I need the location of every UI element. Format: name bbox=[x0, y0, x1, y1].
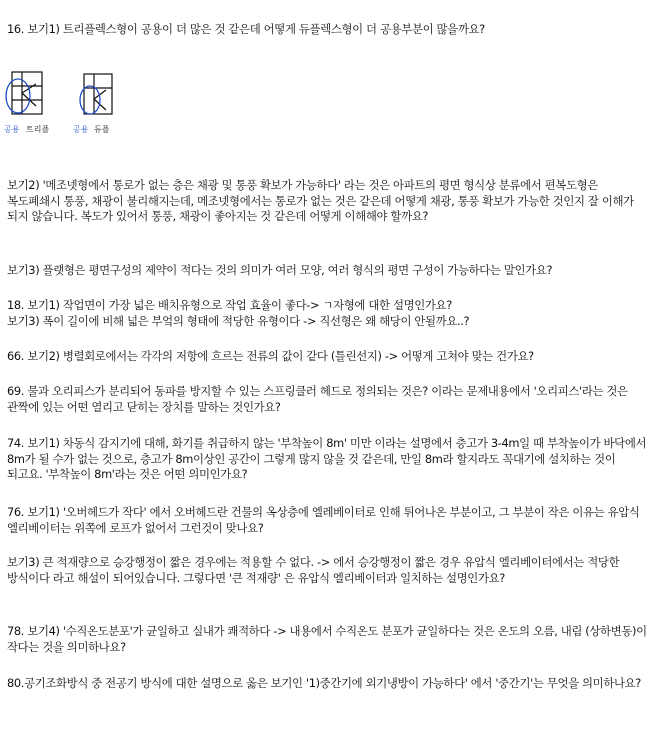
q16-question: 16. 보기1) 트리플렉스형이 공용이 더 많은 것 같은데 어떻게 듀플렉스형이 더 공용부분이 많을까요? bbox=[7, 22, 485, 36]
q76-option3: 보기3) 큰 적재량으로 승강행정이 짧은 경우에는 적용할 수 없다. -> 에서 승강행정이 짧은 경우 유압식 엘리베이터에서는 적당한 방식이다 라고 해설이 되어있습니다. 그렇다면 '큰 적재량' 은 유압식 엘리베이터과 일치하는 설명인가요? bbox=[7, 555, 620, 585]
triplex-shared-circle bbox=[6, 79, 30, 113]
q69-question: 69. 물과 오리피스가 분리되어 동파를 방지할 수 있는 스프링클러 헤드로 정의되는 것은? 이라는 문제내용에서 '오리피스'라는 것은 관짝에 있는 어떤 열리고 닫히는 장치를 말하는 것인가요? bbox=[7, 384, 628, 414]
q18-option1: 18. 보기1) 작업면이 가장 넓은 배치유형으로 작업 효율이 좋다-> ㄱ자형에 대한 설명인가요? bbox=[7, 298, 452, 312]
duplex-label: 듀플 bbox=[94, 125, 110, 134]
q18-option3: 보기3) 폭이 길이에 비해 넓은 부엌의 형태에 적당한 유형이다 -> 직선형은 왜 해당이 안될까요..? bbox=[7, 314, 470, 328]
q66-question: 66. 보기2) 병렬회로에서는 각각의 저항에 흐르는 전류의 값이 같다 (틀린선지) -> 어떻게 고쳐야 맞는 건가요? bbox=[7, 349, 534, 363]
q78-question: 78. 보기4) '수직온도분포'가 균일하고 실내가 쾌적하다 -> 내용에서 수직온도 분포가 균일하다는 것은 온도의 오름, 내림 (상하변동)이 작다는 것을 의미하나요? bbox=[7, 624, 647, 654]
q76-option1: 76. 보기1) '오버헤드가 작다' 에서 오버헤드란 건물의 옥상층에 엘레베이터로 인해 튀어나온 부분이고, 그 부분이 작은 이유는 유압식 엘리베이터는 위쪽에 로프가 없어서 그런것이 맞나요? bbox=[7, 505, 640, 535]
duplex-shared-circle bbox=[80, 86, 100, 114]
q74-question: 74. 보기1) 차동식 감지기에 대해, 화기를 취급하지 않는 '부착높이 8m' 미만 이라는 설명에서 층고가 3-4m일 때 부착높이가 바닥에서 8m가 될 수가 없는 것으로, 층고가 8m이상인 공간이 그렇게 많지 않을 것 같은데, 만일 8m라 할지라도 꼭대기에 설치하는 것이 되고요. '부착높이 8m'라는 것은 어떤 의미인가요? bbox=[7, 436, 647, 481]
triplex-label: 트리플 bbox=[26, 125, 50, 134]
duplex-shared-mark: 공용 bbox=[73, 125, 89, 134]
floorplan-sketch-drawing bbox=[2, 66, 132, 142]
triplex-shared-mark: 공용 bbox=[4, 125, 20, 134]
q80-question: 80.공기조화방식 중 전공기 방식에 대한 설명으로 옳은 보기인 '1)중간기에 외기냉방이 가능하다' 에서 '중간기'는 무엇을 의미하나요? bbox=[7, 676, 641, 690]
q16-option2: 보기2) '메조넷형에서 통로가 없는 층은 채광 및 통풍 확보가 가능하다' 라는 것은 아파트의 평면 형식상 분류에서 편복도형은 복도폐쇄시 통풍, 채광이 불리해지는데, 메조넷형에서는 통로가 없는 것은 같은데 어떻게 채광, 통풍 확보가 가능한 것인지 잘 이해가 되지 않습니다. 복도가 있어서 통풍, 채광이 좋아지는 것 같은데 어떻게 이해해야 할까요? bbox=[7, 178, 634, 223]
q16-option3: 보기3) 플랫형은 평면구성의 제약이 적다는 것의 의미가 여러 모양, 여러 형식의 평면 구성이 가능하다는 말인가요? bbox=[7, 263, 553, 277]
